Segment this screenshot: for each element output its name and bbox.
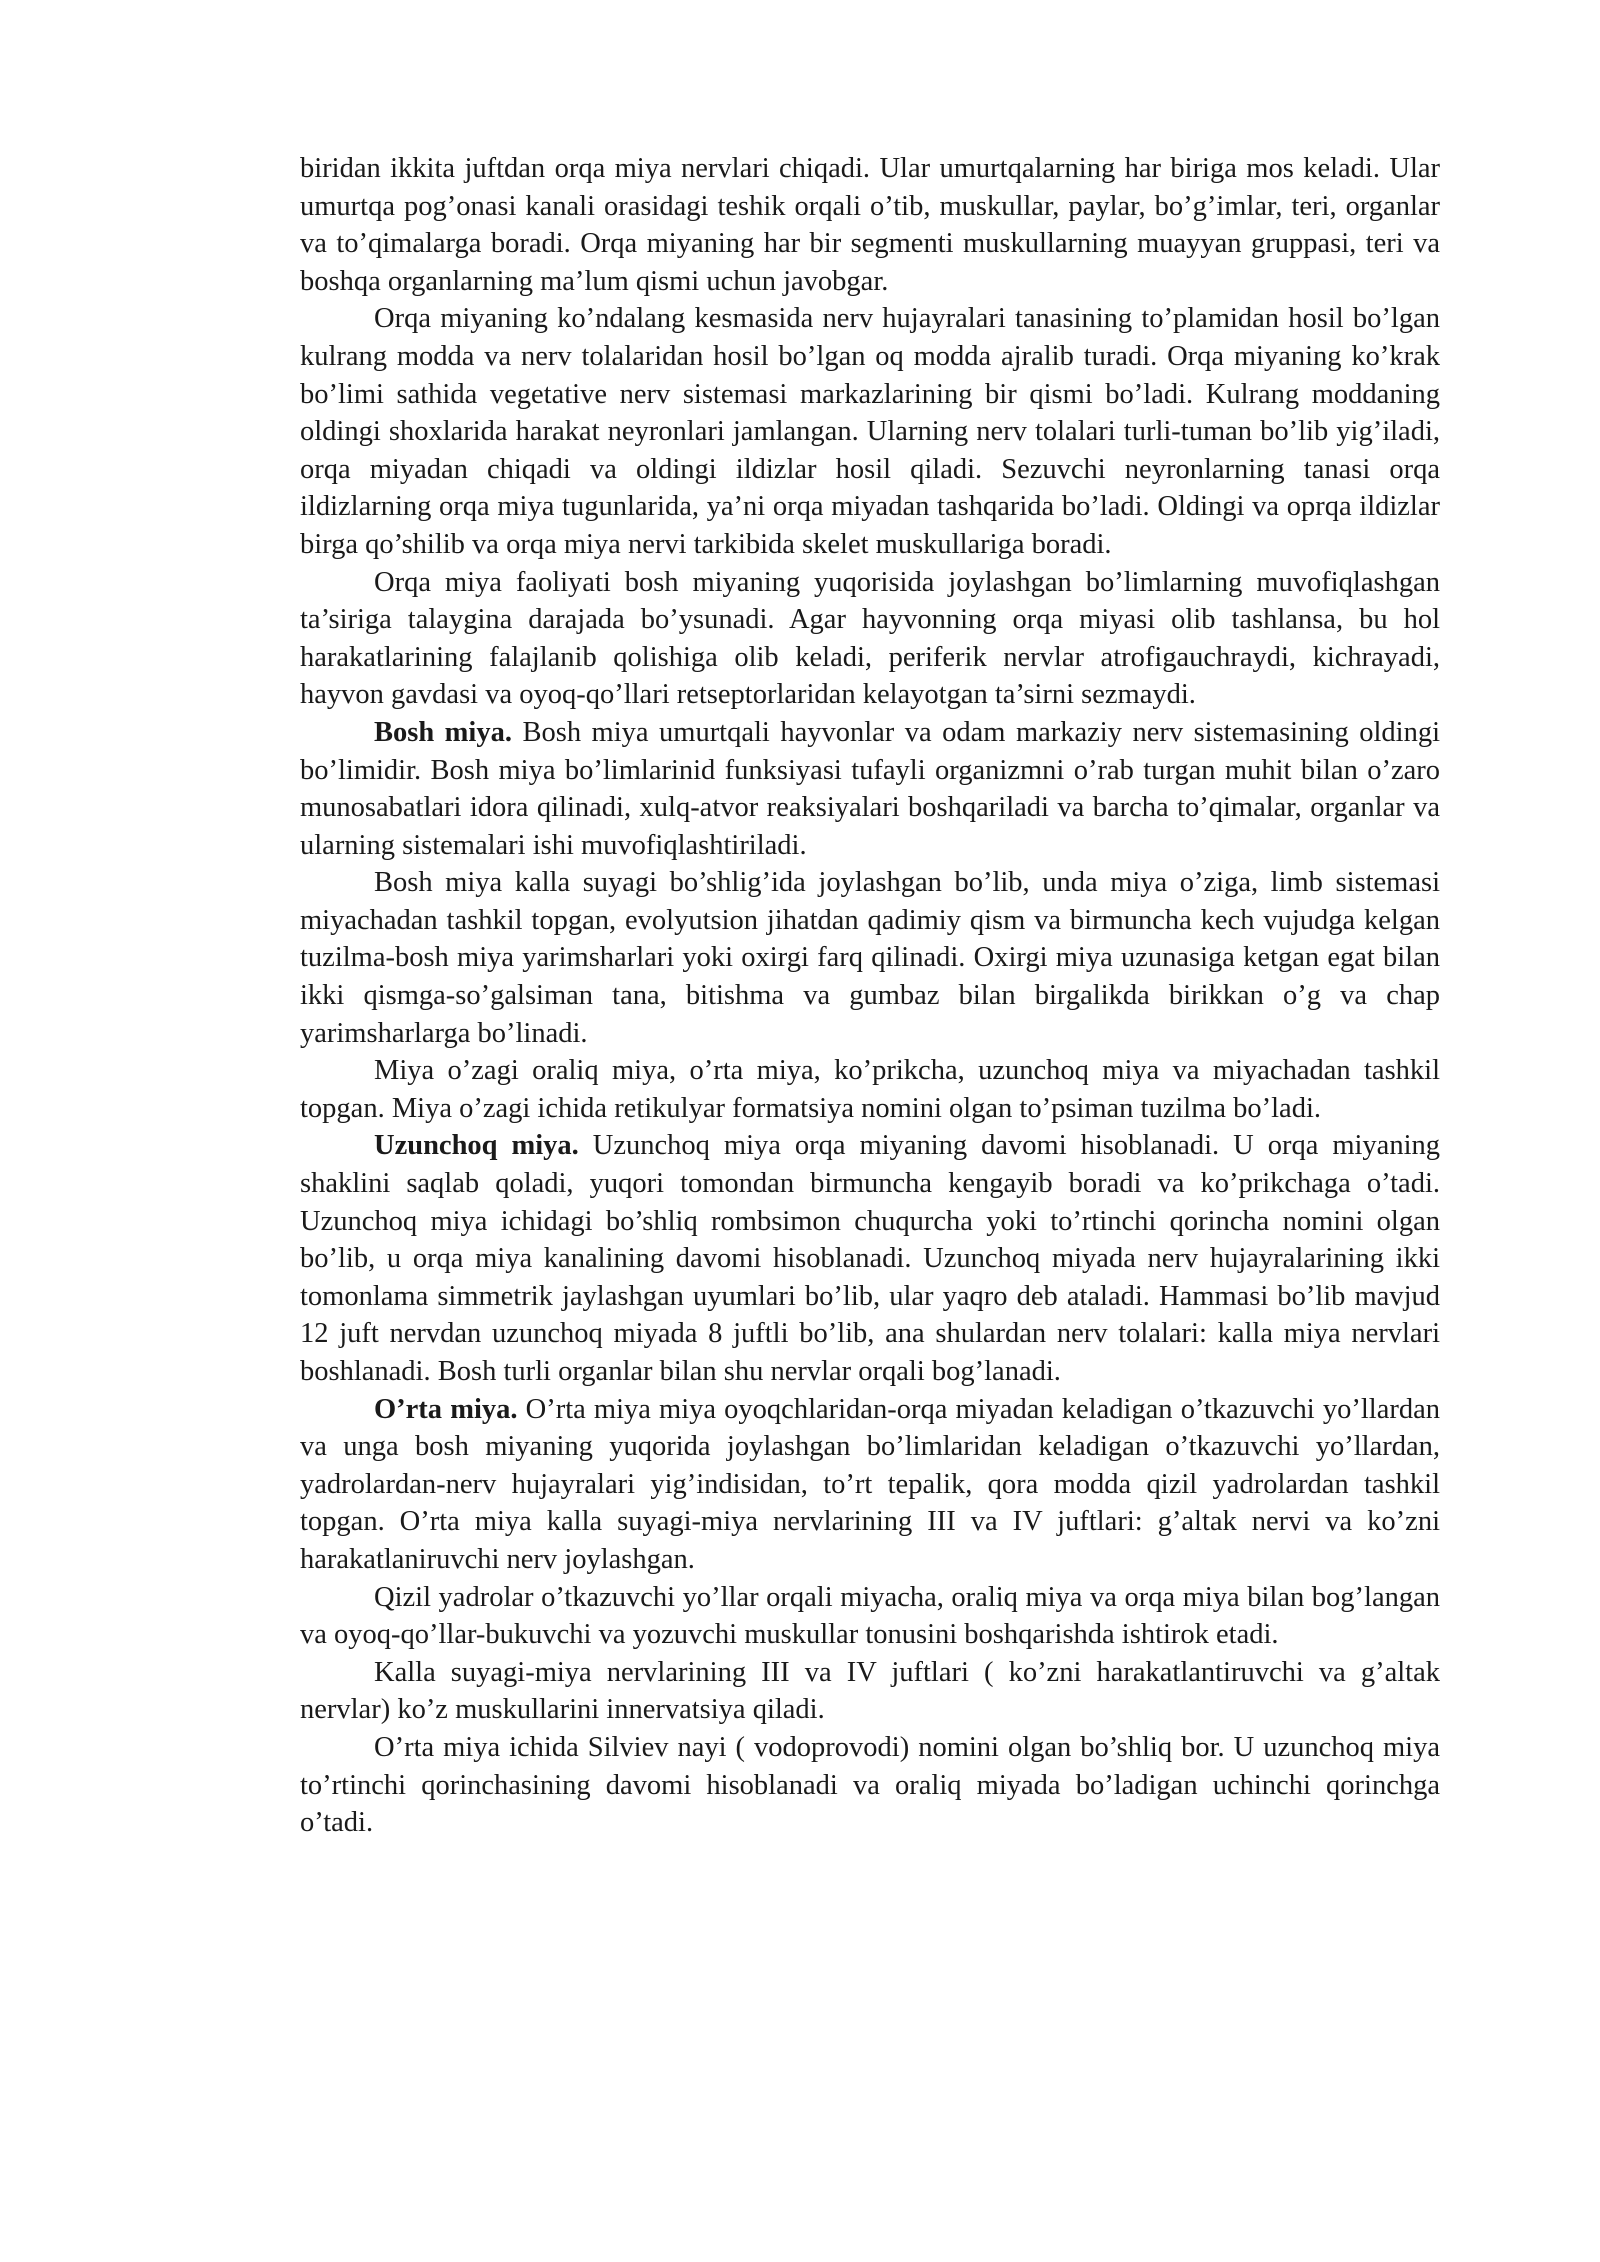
paragraph-midbrain <box>300 1391 1440 1579</box>
paragraph-text: Orqa miya faoliyati bosh miyaning yuqorisida joylashgan bo’limlarning muvofiqlashgan ta’siriga talaygina darajada bo’ysunadi. Agar hayvonning orqa miyasi olib tashlansa, bu hol harakatlarining falajlanib qolishiga olib keladi, periferik nervlar atrofigauchraydi, kichrayadi, hayvon gavdasi va oyoq-qo’llari retseptorlaridan kelayotgan ta’sirni sezmaydi. <box>300 566 1440 711</box>
paragraph-heading: Uzunchoq miya. <box>374 1130 579 1162</box>
paragraph-brain <box>300 714 1440 864</box>
paragraph-text: Qizil yadrolar o’tkazuvchi yo’llar orqali miyacha, oraliq miya va orqa miya bilan bog’langan va oyoq-qo’llar-bukuvchi va yozuvchi muskullar tonusini boshqarishda ishtirok etadi. <box>300 1581 1440 1651</box>
paragraph-text: Orqa miyaning ko’ndalang kesmasida nerv hujayralari tanasining to’plamidan hosil bo’lgan kulrang modda va nerv tolalaridan hosil bo’lgan oq modda ajralib turadi. Orqa miyaning ko’krak bo’limi sathida vegetative nerv sistemasi markazlarining bir qismi bo’ladi. Kulrang moddaning oldingi shoxlarida harakat neyronlari jamlangan. Ularning nerv tolalari turli-tuman bo’lib yig’iladi, orqa miyadan chiqadi va oldingi ildizlar hosil qiladi. Sezuvchi neyronlarning tanasi orqa ildizlarning orqa miya tugunlarida, ya’ni orqa miyadan tashqarida bo’ladi. Oldingi va oprqa ildizlar birga qo’shilib va orqa miya nervi tarkibida skelet muskullariga boradi. <box>300 303 1440 560</box>
paragraph-spinal-function <box>300 564 1440 714</box>
paragraph-text: biridan ikkita juftdan orqa miya nervlari chiqadi. Ular umurtqalarning har biriga mos keladi. Ular umurtqa pog’onasi kanali orasidagi teshik orqali o’tib, muskullar, paylar, bo’g’imlar, teri, organlar va to’qimalarga boradi. Orqa miyaning har bir segmenti muskullarning muayyan gruppasi, teri va boshqa organlarning ma’lum qismi uchun javobgar. <box>300 153 1440 297</box>
document-page <box>300 150 1440 1842</box>
paragraph-heading: Bosh miya. <box>374 716 512 748</box>
paragraph-brainstem <box>300 1052 1440 1127</box>
paragraph-cranial-nerves <box>300 1654 1440 1729</box>
paragraph-text: O’rta miya miya oyoqchlaridan-orqa miyadan keladigan o’tkazuvchi yo’llardan va unga bosh miyaning yuqorida joylashgan bo’limlaridan keladigan o’tkazuvchi yo’llardan, yadrolardan-nerv hujayralari yig’indisidan, to’rt tepalik, qora modda qizil yadrolardan tashkil topgan. O’rta miya kalla suyagi-miya nervlarining III va IV juftlari: g’altak nervi va ko’zni harakatlaniruvchi nerv joylashgan. <box>300 1393 1440 1575</box>
paragraph-heading: O’rta miya. <box>374 1393 518 1425</box>
paragraph-red-nuclei <box>300 1579 1440 1654</box>
paragraph-text: Bosh miya kalla suyagi bo’shlig’ida joylashgan bo’lib, unda miya o’ziga, limb sistemasi miyachadan tashkil topgan, evolyutsion jihatdan qadimiy qism va birmuncha kech vujudga kelgan tuzilma-bosh miya yarimsharlari yoki oxirgi farq qilinadi. Oxirgi miya uzunasiga ketgan egat bilan ikki qismga-so’galsiman tana, bitishma va gumbaz bilan birgalikda birikkan o’g va chap yarimsharlarga bo’linadi. <box>300 867 1440 1049</box>
paragraph-text: Uzunchoq miya orqa miyaning davomi hisoblanadi. U orqa miyaning shaklini saqlab qoladi, yuqori tomondan birmuncha kengayib boradi va ko’prikchaga o’tadi. Uzunchoq miya ichidagi bo’shliq rombsimon chuqurcha yoki to’rtinchi qorincha nomini olgan bo’lib, u orqa miya kanalining davomi hisoblanadi. Uzunchoq miyada nerv hujayralarining ikki tomonlama simmetrik jaylashgan uyumlari bo’lib, ular yaqro deb ataladi. Hammasi bo’lib mavjud 12 juft nervdan uzunchoq miyada 8 juftli bo’lib, ana shulardan nerv tolalari: kalla miya nervlari boshlanadi. Bosh turli organlar bilan shu nervlar orqali bog’lanadi. <box>300 1130 1440 1387</box>
paragraph-brain-parts <box>300 864 1440 1052</box>
paragraph-medulla <box>300 1127 1440 1390</box>
paragraph-cross-section <box>300 300 1440 563</box>
paragraph-text: Kalla suyagi-miya nervlarining III va IV juftlari ( ko’zni harakatlantiruvchi va g’altak nervlar) ko’z muskullarini innervatsiya qiladi. <box>300 1656 1440 1726</box>
paragraph-text: Bosh miya umurtqali hayvonlar va odam markaziy nerv sistemasining oldingi bo’limidir. Bosh miya bo’limlarinid funksiyasi tufayli organizmni o’rab turgan muhit bilan o’zaro munosabatlari idora qilinadi, xulq-atvor reaksiyalari boshqariladi va barcha to’qimalar, organlar va ularning sistemalari ishi muvofiqlashtiriladi. <box>300 716 1440 861</box>
paragraph-spinal-nerves <box>300 150 1440 300</box>
paragraph-aqueduct <box>300 1729 1440 1842</box>
paragraph-text: Miya o’zagi oraliq miya, o’rta miya, ko’prikcha, uzunchoq miya va miyachadan tashkil topgan. Miya o’zagi ichida retikulyar formatsiya nomini olgan to’psiman tuzilma bo’ladi. <box>300 1055 1440 1124</box>
paragraph-text: O’rta miya ichida Silviev nayi ( vodoprovodi) nomini olgan bo’shliq bor. U uzunchoq miya to’rtinchi qorinchasining davomi hisoblanadi va oraliq miyada bo’ladigan uchinchi qorinchga o’tadi. <box>300 1731 1440 1839</box>
